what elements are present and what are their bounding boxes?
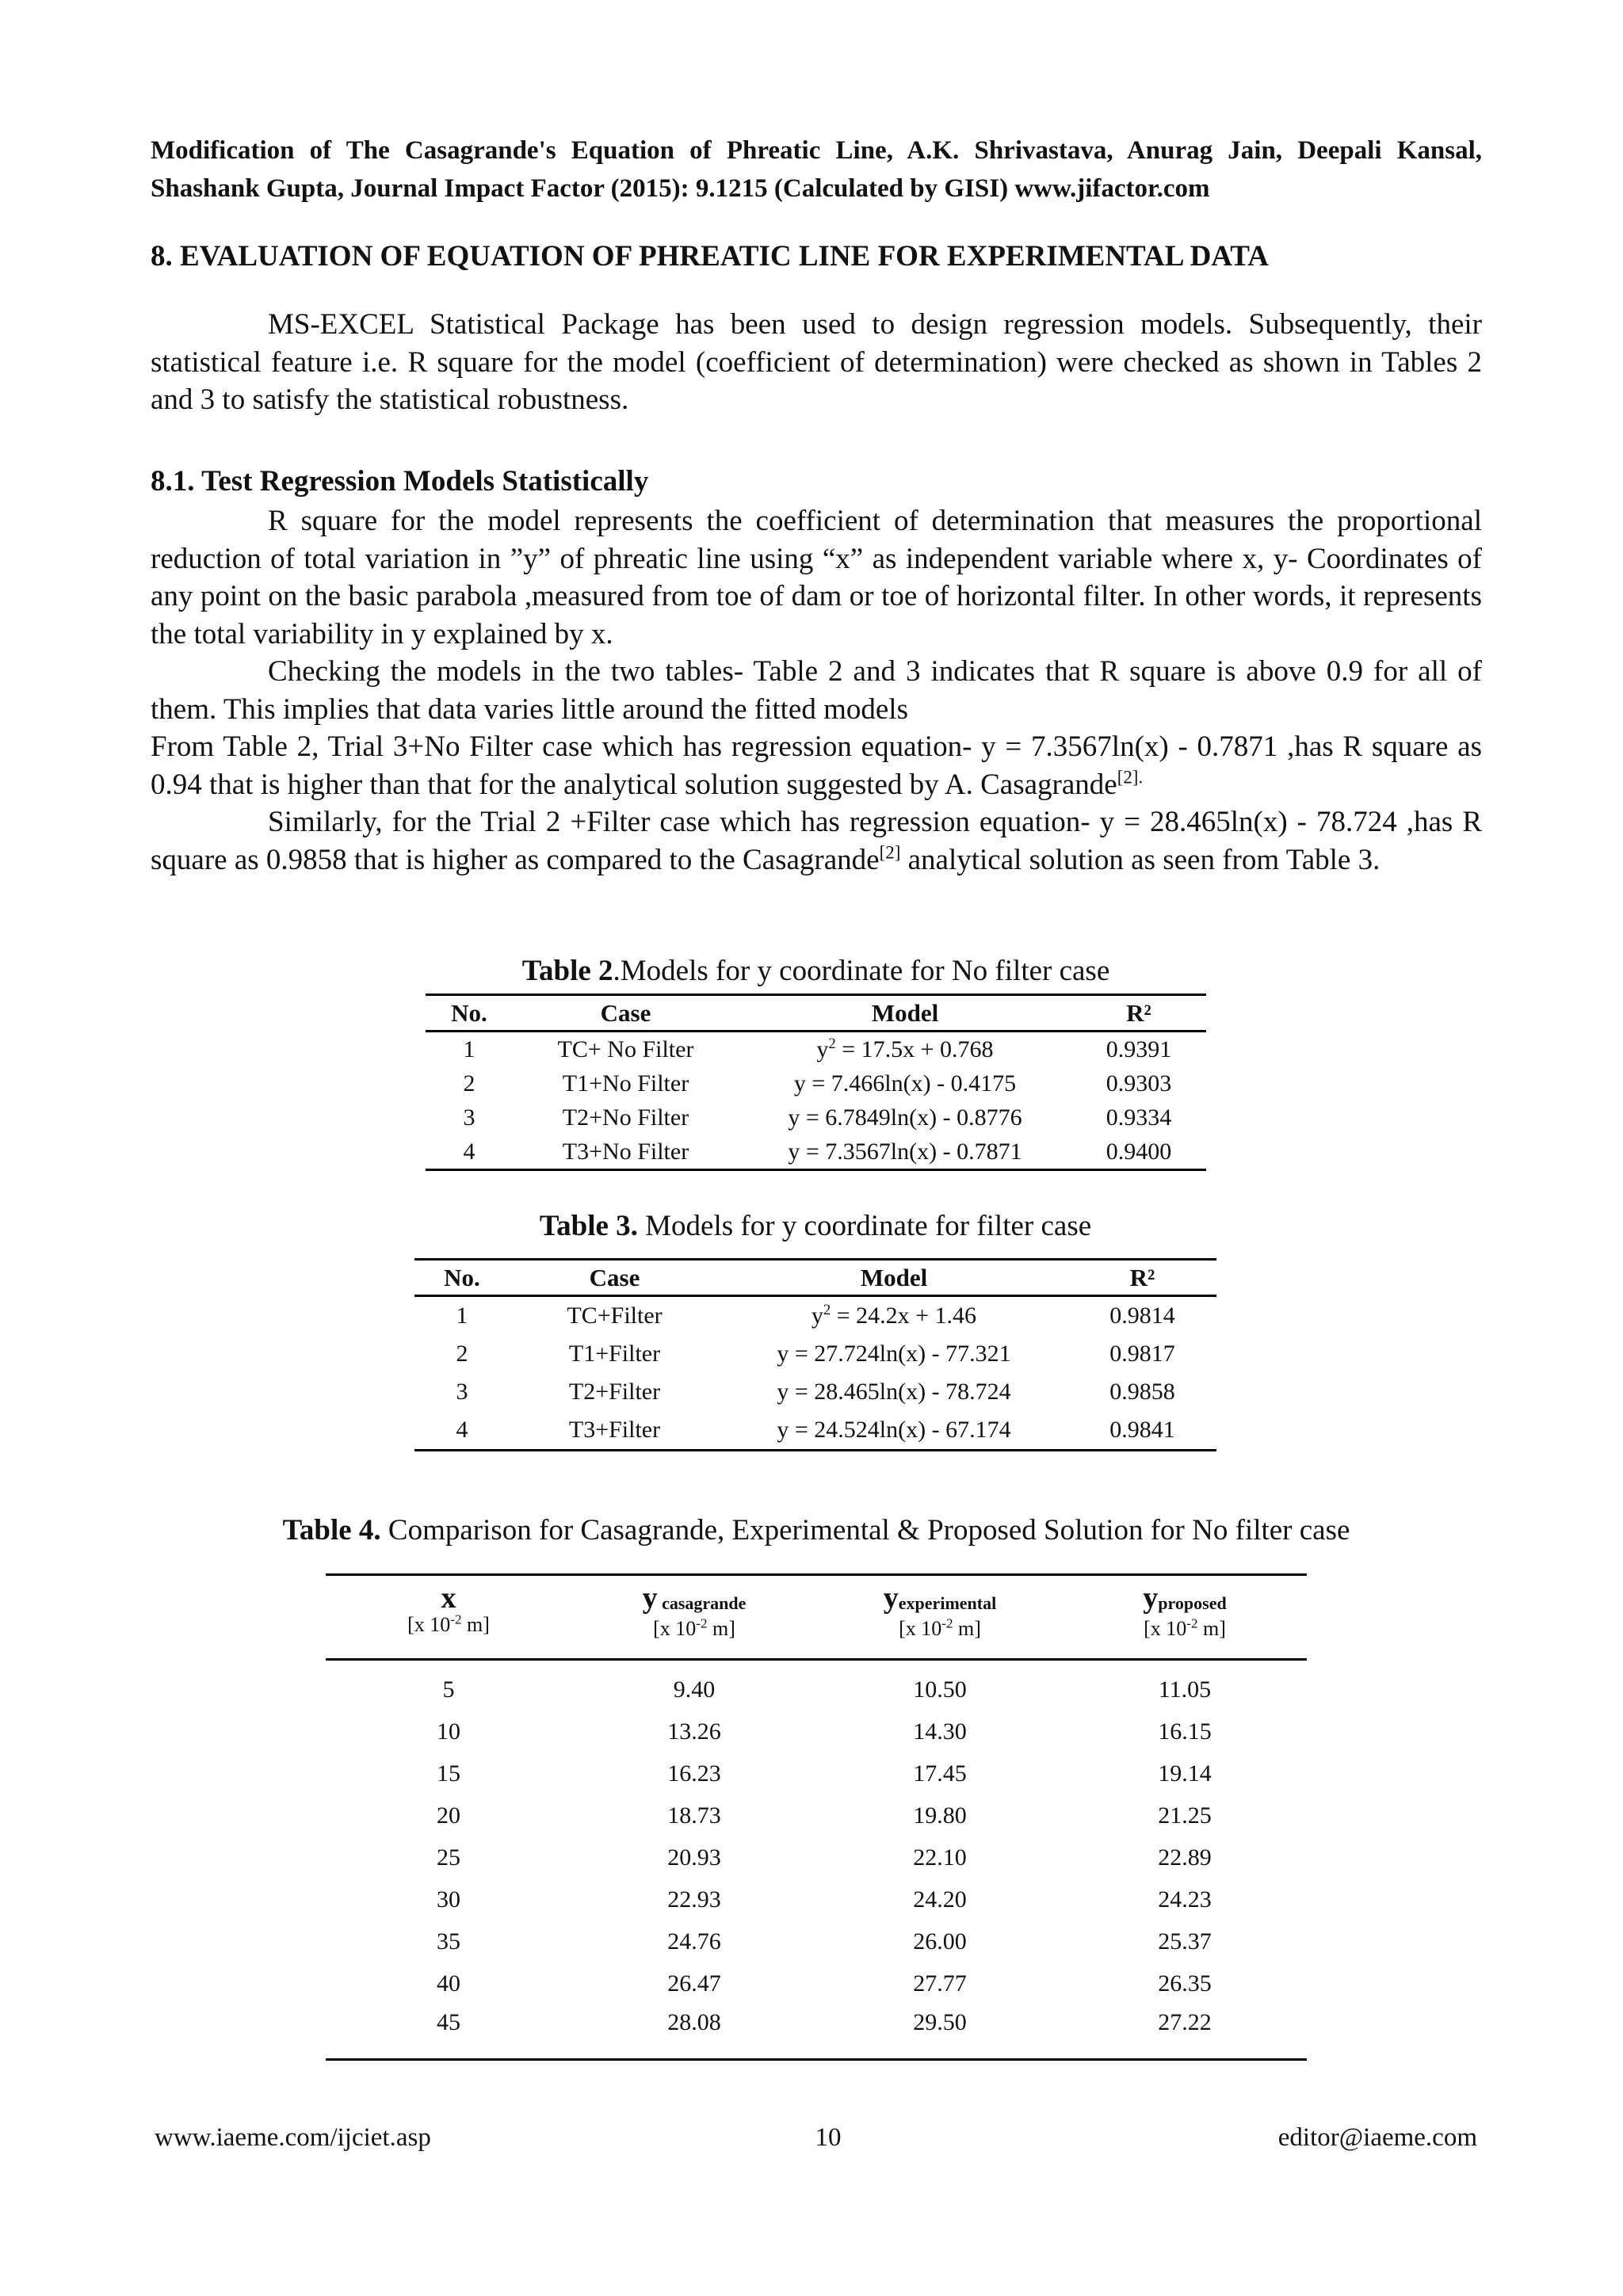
table-row <box>414 1335 1216 1373</box>
table-cell: 0.9334 <box>1106 1104 1172 1131</box>
table3-caption-text: Models for y coordinate for filter case <box>637 1210 1092 1242</box>
table-cell: 40 <box>437 1970 460 1997</box>
table4-header-x-var: x <box>441 1581 456 1615</box>
table4-header-row <box>326 1575 1307 1660</box>
table4-caption-text: Comparison for Casagrande, Experimental & Proposed Solution for No filter case <box>380 1514 1350 1547</box>
table4-header-subscript: experimental <box>898 1593 997 1613</box>
table-cell: 20 <box>437 1802 460 1829</box>
table-row <box>326 1962 1307 2004</box>
table-cell: 0.9391 <box>1106 1035 1172 1062</box>
table4-header-var: y <box>883 1581 899 1615</box>
paragraph-r-square <box>151 502 1482 653</box>
table-cell: 0.9303 <box>1106 1070 1172 1097</box>
table-row <box>326 1878 1307 1920</box>
table-cell: 25.37 <box>1158 1928 1212 1955</box>
table3-caption <box>414 1209 1216 1243</box>
table3-header-r2: R² <box>1068 1260 1216 1296</box>
table-cell: 0.9817 <box>1109 1341 1175 1367</box>
table-cell: y = 6.7849ln(x) - 0.8776 <box>788 1104 1022 1131</box>
citation-ref: [2]. <box>1117 767 1144 788</box>
table-cell: T3+No Filter <box>513 1135 739 1170</box>
table-cell: 17.45 <box>913 1760 967 1787</box>
section-heading: 8. EVALUATION OF EQUATION OF PHREATIC LINE FOR EXPERIMENTAL DATA <box>151 240 1269 273</box>
footer-website-link[interactable]: www.iaeme.com/ijciet.asp <box>155 2123 431 2152</box>
paragraph-r-square-text: R square for the model represents the coefficient of determination that measures the proportional reduction of total variation in ”y” of phreatic line using “x” as independent variable where x, y- Coordinates of any point on the basic parabola ,measured from toe of dam or toe of horizontal filter. In other words, it represents the total variability in y explained by x. <box>151 505 1482 650</box>
table4-caption-label: Table 4. <box>282 1514 381 1547</box>
unit-exponent: -2 <box>941 1615 953 1631</box>
table-cell: 10 <box>437 1718 460 1745</box>
table-cell: y = 28.465ln(x) - 78.724 <box>777 1379 1011 1405</box>
paragraph-checking-models-text: Checking the models in the two tables- Table 2 and 3 indicates that R square is above 0.9 for all of them. This implies that data varies little around the fitted models <box>151 655 1482 726</box>
unit-text: [x 10 <box>407 1613 451 1636</box>
table-row <box>414 1411 1216 1451</box>
table-row <box>426 1100 1206 1135</box>
table-cell: 22.93 <box>667 1886 721 1913</box>
table-cell: TC+Filter <box>567 1302 663 1329</box>
subsection-body <box>151 502 1482 879</box>
table-cell: $y^2 = 24.2x + 1.46$ <box>811 1302 977 1329</box>
table-cell: 2 <box>456 1341 468 1367</box>
section-paragraph <box>151 306 1482 419</box>
table-cell: y = 24.524ln(x) - 67.174 <box>720 1411 1068 1451</box>
table-cell: 3 <box>456 1379 468 1405</box>
paragraph-table2-result <box>151 728 1482 803</box>
section-paragraph-text: MS-EXCEL Statistical Package has been used to design regression models. Subsequently, their statistical feature i.e. R square for the model (coefficient of determination) were checked as shown in Tables 2 and 3 to satisfy the statistical robustness. <box>151 308 1482 416</box>
table-cell: 22.10 <box>913 1844 967 1871</box>
table2-caption-text: .Models for y coordinate for No filter case <box>613 955 1110 987</box>
table-cell: 28.08 <box>571 2004 817 2060</box>
table4-header-y-proposed <box>1063 1575 1307 1660</box>
table-row <box>326 1711 1307 1753</box>
table2-caption-label: Table 2 <box>521 955 613 987</box>
paragraph-table3-result-text-a: Similarly, for the Trial 2 +Filter case which has regression equation- y = 28.465ln(x) - 78.724 ,has R square as 0.9858 that is higher as compared to the Casagrande <box>151 806 1482 876</box>
table-cell: 18.73 <box>667 1802 721 1829</box>
table-row <box>414 1373 1216 1411</box>
citation-ref: [2] <box>879 842 901 863</box>
unit-text: [x 10 <box>653 1617 697 1640</box>
table-cell: 0.9400 <box>1071 1135 1206 1170</box>
table-cell: 19.14 <box>1158 1760 1212 1787</box>
table-row <box>326 1753 1307 1794</box>
unit-text: m] <box>707 1617 735 1640</box>
table-cell: 9.40 <box>673 1676 716 1703</box>
table-cell: 21.25 <box>1158 1802 1212 1829</box>
paragraph-table2-result-text: From Table 2, Trial 3+No Filter case which has regression equation- y = 7.3567ln(x) - 0.7871 ,has R square as 0.94 that is higher than that for the analytical solution suggested by A. Casagrande <box>151 730 1482 801</box>
page-number: 10 <box>815 2123 842 2152</box>
table-cell: 22.89 <box>1158 1844 1212 1871</box>
table-cell: 0.9841 <box>1068 1411 1216 1451</box>
unit-text: m] <box>1197 1617 1226 1640</box>
table-row <box>326 1794 1307 1836</box>
table-cell: 16.15 <box>1158 1718 1212 1745</box>
footer-email-link[interactable]: editor@iaeme.com <box>1277 2123 1477 2152</box>
table-cell: $y^2 = 17.5x + 0.768$ <box>816 1035 994 1062</box>
table-cell: T2+Filter <box>568 1379 661 1405</box>
table-cell: 20.93 <box>667 1844 721 1871</box>
table-cell: 25 <box>437 1844 460 1871</box>
table4-header-var: y <box>1143 1581 1159 1615</box>
table-cell: 11.05 <box>1158 1676 1212 1703</box>
table-cell: 3 <box>463 1104 475 1131</box>
table2-header-model: Model <box>739 995 1071 1032</box>
table2-header-no: No. <box>426 995 513 1032</box>
table-row <box>426 1135 1206 1170</box>
table2-header-r2: R² <box>1071 995 1206 1032</box>
table-cell: 0.9858 <box>1109 1379 1175 1405</box>
table-cell: 15 <box>437 1760 460 1787</box>
table3-header-row <box>414 1260 1216 1296</box>
table4-header-subscript: proposed <box>1158 1593 1227 1613</box>
table4-header-x <box>326 1575 571 1660</box>
table-cell: 10.50 <box>913 1676 967 1703</box>
table-cell: 27.77 <box>913 1970 967 1997</box>
table-cell-model: = 17.5x + 0.768 <box>842 1035 994 1062</box>
table4-header-subscript: casagrande <box>657 1593 747 1613</box>
table-cell: 4 <box>414 1411 510 1451</box>
table-cell: y = 27.724ln(x) - 77.321 <box>777 1341 1011 1367</box>
table-cell: T1+No Filter <box>562 1070 689 1097</box>
table-cell: 24.23 <box>1158 1886 1212 1913</box>
table3-header-case: Case <box>510 1260 720 1296</box>
table-cell: 29.50 <box>817 2004 1063 2060</box>
table4-caption <box>151 1513 1482 1547</box>
unit-text: [x 10 <box>1144 1617 1187 1640</box>
running-header: Modification of The Casagrande's Equation of Phreatic Line, A.K. Shrivastava, Anurag Jain, Deepali Kansal, Shashank Gupta, Journal Impact Factor (2015): 9.1215 (Calculated by GISI) www.jifactor.com <box>151 136 1482 203</box>
table-row <box>414 1296 1216 1336</box>
table-cell: T3+Filter <box>510 1411 720 1451</box>
table-cell: 26.47 <box>667 1970 721 1997</box>
table-row <box>326 2004 1307 2060</box>
table-cell: 0.9814 <box>1109 1302 1175 1329</box>
paragraph-table3-result <box>151 803 1482 879</box>
unit-text: m] <box>461 1613 490 1636</box>
table-cell: 24.76 <box>667 1928 721 1955</box>
table-cell: TC+ No Filter <box>557 1035 694 1062</box>
paragraph-table3-result-text-b: analytical solution as seen from Table 3. <box>900 843 1381 876</box>
table-cell: 26.35 <box>1158 1970 1212 1997</box>
table-cell: y = 7.466ln(x) - 0.4175 <box>793 1070 1017 1097</box>
table4 <box>326 1573 1307 2061</box>
table2 <box>426 994 1206 1171</box>
table2-caption <box>426 954 1206 988</box>
table-cell: 45 <box>326 2004 571 2060</box>
table2-header-case: Case <box>513 995 739 1032</box>
paragraph-checking-models <box>151 653 1482 728</box>
table-cell: 14.30 <box>913 1718 967 1745</box>
table-cell: 19.80 <box>913 1802 967 1829</box>
table-row <box>426 1032 1206 1067</box>
unit-exponent: -2 <box>1186 1615 1198 1631</box>
table-cell: 4 <box>426 1135 513 1170</box>
table-cell: 1 <box>456 1302 468 1329</box>
table-cell-model: = 24.2x + 1.46 <box>836 1302 977 1329</box>
table4-header-var: y <box>642 1581 658 1615</box>
table3 <box>414 1258 1216 1451</box>
table-cell: 1 <box>463 1035 475 1062</box>
table2-header-row <box>426 995 1206 1032</box>
table-row <box>326 1836 1307 1878</box>
unit-text: m] <box>953 1617 981 1640</box>
table-cell: y = 7.3567ln(x) - 0.7871 <box>739 1135 1071 1170</box>
table-cell: 5 <box>442 1676 455 1703</box>
table-row <box>326 1920 1307 1962</box>
table-row <box>426 1066 1206 1100</box>
unit-text: [x 10 <box>899 1617 942 1640</box>
table-cell: 24.20 <box>913 1886 967 1913</box>
table-cell: 27.22 <box>1063 2004 1307 2060</box>
table4-header-y-casagrande <box>571 1575 817 1660</box>
table-cell: 2 <box>463 1070 475 1097</box>
unit-exponent: -2 <box>696 1615 708 1631</box>
table4-header-y-experimental <box>817 1575 1063 1660</box>
table-cell: 26.00 <box>913 1928 967 1955</box>
table-cell: 30 <box>437 1886 460 1913</box>
unit-exponent: -2 <box>450 1611 462 1627</box>
table3-caption-label: Table 3. <box>539 1210 638 1242</box>
table-row <box>326 1660 1307 1711</box>
subsection-heading: 8.1. Test Regression Models Statistically <box>151 465 649 498</box>
table-cell: 35 <box>437 1928 460 1955</box>
table-cell: 16.23 <box>667 1760 721 1787</box>
table-cell: T2+No Filter <box>562 1104 689 1131</box>
table3-header-model: Model <box>720 1260 1068 1296</box>
table-cell: T1+Filter <box>568 1341 661 1367</box>
table-cell: 13.26 <box>667 1718 721 1745</box>
table3-header-no: No. <box>414 1260 510 1296</box>
